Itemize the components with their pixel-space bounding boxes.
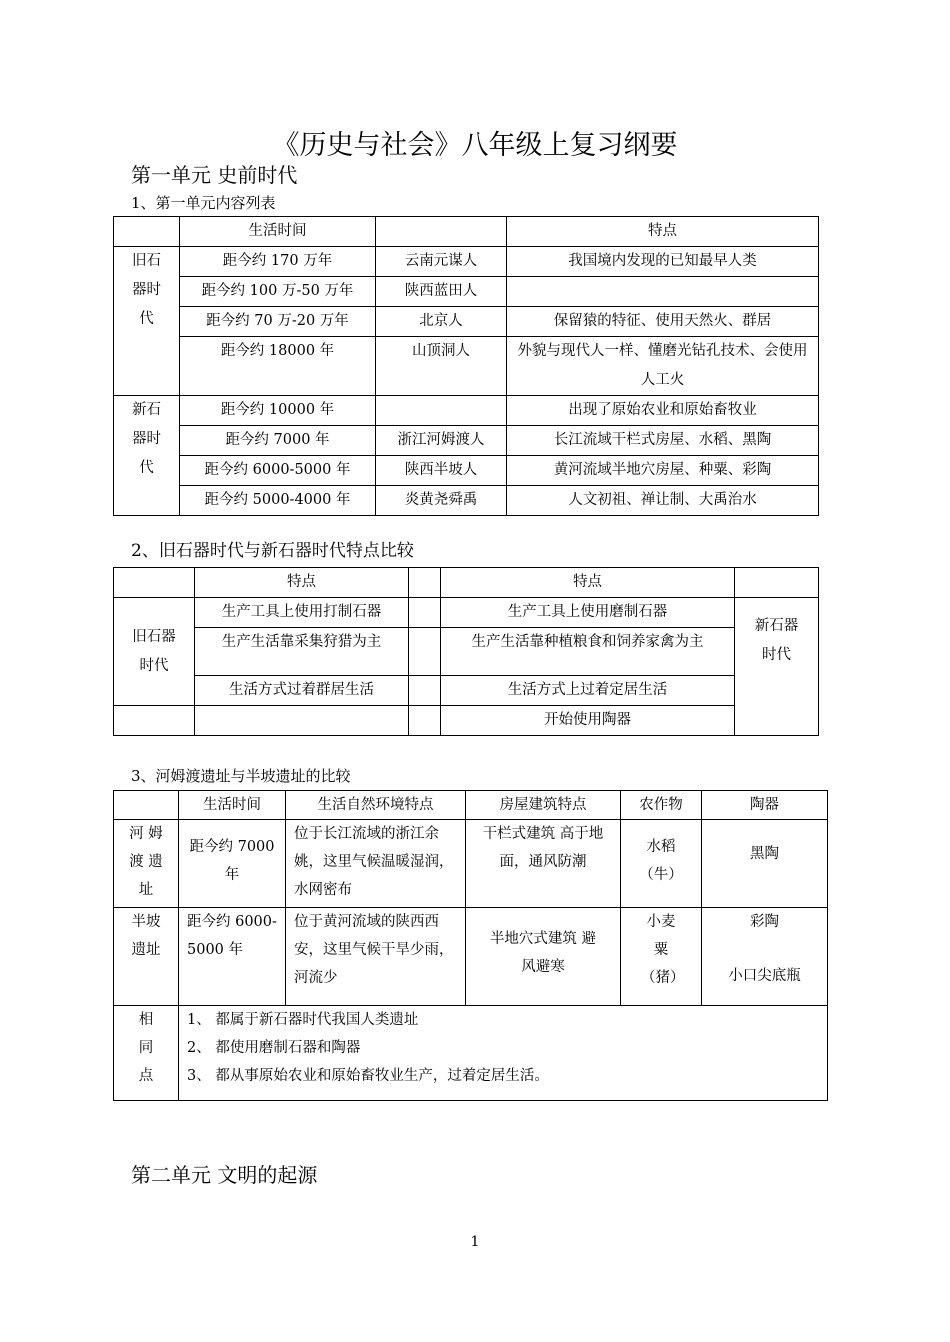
empty-cell xyxy=(114,706,195,736)
table-row xyxy=(114,456,819,486)
crop-cell: 小麦 粟 （猪） xyxy=(621,908,702,1006)
site-cell: 北京人 xyxy=(376,307,507,337)
feature-cell: 外貌与现代人一样、懂磨光钻孔技术、会使用人工火 xyxy=(507,337,819,396)
site-cell xyxy=(376,396,507,426)
table-header-cell: 陶器 xyxy=(702,791,828,820)
feature-cell: 长江流域干栏式房屋、水稻、黑陶 xyxy=(507,426,819,456)
table-row xyxy=(114,307,819,337)
environment-cell: 位于长江流域的浙江余姚，这里气候温暖湿润，水网密布 xyxy=(286,820,466,908)
feature-cell: 我国境内发现的已知最早人类 xyxy=(507,247,819,277)
left-feature-cell xyxy=(195,706,409,736)
era-cell: 旧石器时代 xyxy=(114,247,180,396)
left-feature-cell: 生活方式过着群居生活 xyxy=(195,676,409,706)
table-header-cell xyxy=(114,217,180,247)
pottery-vessel: 小口尖底瓶 xyxy=(728,968,801,984)
table-header-cell: 生活时间 xyxy=(179,791,286,820)
unit1-heading: 第一单元 史前时代 xyxy=(131,163,298,187)
list-item: 3、 都从事原始农业和原始畜牧业生产，过着定居生活。 xyxy=(187,1068,549,1084)
table-row xyxy=(114,337,819,396)
site-name-cell: 河 姆 渡 遗址 xyxy=(114,820,179,908)
table-row xyxy=(114,908,828,1006)
table-row xyxy=(114,486,819,516)
table-row xyxy=(114,820,828,908)
site-cell: 陕西半坡人 xyxy=(376,456,507,486)
time-cell: 距今约 7000 年 xyxy=(179,820,286,908)
spacer-cell xyxy=(409,598,441,628)
table-header-cell xyxy=(735,568,819,598)
common-points-cell xyxy=(179,1006,828,1101)
table-header-cell xyxy=(114,791,179,820)
feature-cell: 黄河流域半地穴房屋、种粟、彩陶 xyxy=(507,456,819,486)
environment-cell: 位于黄河流域的陕西西安，这里气候干旱少雨，河流少 xyxy=(286,908,466,1006)
page-number: 1 xyxy=(470,1234,480,1250)
time-cell: 距今约 10000 年 xyxy=(180,396,376,426)
common-label-cell: 相同点 xyxy=(114,1006,179,1101)
house-cell: 半地穴式建筑 避风避寒 xyxy=(466,908,621,1006)
section2-heading: 2、旧石器时代与新石器时代特点比较 xyxy=(131,541,414,561)
table-row xyxy=(114,396,819,426)
crop-cell: 水稻 （牛） xyxy=(621,820,702,908)
table-row xyxy=(114,628,819,676)
table-header-row xyxy=(114,791,828,820)
feature-cell: 人文初祖、禅让制、大禹治水 xyxy=(507,486,819,516)
table-row xyxy=(114,247,819,277)
list-item: 2、 都使用磨制石器和陶器 xyxy=(187,1040,361,1056)
site-cell: 浙江河姆渡人 xyxy=(376,426,507,456)
feature-cell: 出现了原始农业和原始畜牧业 xyxy=(507,396,819,426)
site-cell: 山顶洞人 xyxy=(376,337,507,396)
unit2-heading: 第二单元 文明的起源 xyxy=(131,1163,318,1187)
table-header-cell xyxy=(114,568,195,598)
time-cell: 距今约 70 万-20 万年 xyxy=(180,307,376,337)
site-cell: 炎黄尧舜禹 xyxy=(376,486,507,516)
house-cell: 干栏式建筑 高于地面，通风防潮 xyxy=(466,820,621,908)
left-feature-cell: 生产生活靠采集狩猎为主 xyxy=(195,628,409,676)
table-header-cell xyxy=(409,568,441,598)
table-header-cell: 生活时间 xyxy=(180,217,376,247)
list-item: 1、 都属于新石器时代我国人类遗址 xyxy=(187,1012,419,1028)
time-cell: 距今约 6000-5000 年 xyxy=(179,908,286,1006)
right-feature-cell: 开始使用陶器 xyxy=(441,706,735,736)
table-row xyxy=(114,1006,828,1101)
right-feature-cell: 生产工具上使用磨制石器 xyxy=(441,598,735,628)
table-header-cell: 农作物 xyxy=(621,791,702,820)
era-cell: 新石器时代 xyxy=(114,396,180,516)
pottery-cell: 黑陶 xyxy=(702,820,828,908)
era-cell: 新石器时代 xyxy=(735,598,819,736)
time-cell: 距今约 7000 年 xyxy=(180,426,376,456)
unit1-content-table xyxy=(113,216,819,516)
time-cell: 距今约 18000 年 xyxy=(180,337,376,396)
spacer-cell xyxy=(409,628,441,676)
site-cell: 云南元谋人 xyxy=(376,247,507,277)
feature-cell: 保留猿的特征、使用天然火、群居 xyxy=(507,307,819,337)
time-cell: 距今约 6000-5000 年 xyxy=(180,456,376,486)
table-header-cell xyxy=(376,217,507,247)
table-header-row xyxy=(114,568,819,598)
table-header-cell: 生活自然环境特点 xyxy=(286,791,466,820)
table-header-row xyxy=(114,217,819,247)
time-cell: 距今约 5000-4000 年 xyxy=(180,486,376,516)
table-header-cell: 特点 xyxy=(507,217,819,247)
pottery-type: 彩陶 xyxy=(750,914,779,930)
section1-heading: 1、第一单元内容列表 xyxy=(131,194,276,212)
site-name-cell: 半坡 遗址 xyxy=(114,908,179,1006)
section3-heading: 3、河姆渡遗址与半坡遗址的比较 xyxy=(131,767,351,785)
table-row xyxy=(114,277,819,307)
site-comparison-table xyxy=(113,790,828,1101)
table-header-cell: 特点 xyxy=(441,568,735,598)
site-cell: 陕西蓝田人 xyxy=(376,277,507,307)
right-feature-cell: 生活方式上过着定居生活 xyxy=(441,676,735,706)
spacer-cell xyxy=(409,676,441,706)
page-title: 《历史与社会》八年级上复习纲要 xyxy=(272,130,678,161)
table-row xyxy=(114,598,819,628)
feature-cell xyxy=(507,277,819,307)
left-feature-cell: 生产工具上使用打制石器 xyxy=(195,598,409,628)
spacer-cell xyxy=(409,706,441,736)
time-cell: 距今约 170 万年 xyxy=(180,247,376,277)
right-feature-cell: 生产生活靠种植粮食和饲养家禽为主 xyxy=(441,628,735,676)
table-row xyxy=(114,426,819,456)
era-comparison-table xyxy=(113,567,819,736)
table-header-cell: 特点 xyxy=(195,568,409,598)
era-cell: 旧石器时代 xyxy=(114,598,195,706)
table-header-cell: 房屋建筑特点 xyxy=(466,791,621,820)
time-cell: 距今约 100 万-50 万年 xyxy=(180,277,376,307)
table-row xyxy=(114,706,819,736)
pottery-cell xyxy=(702,908,828,1006)
table-row xyxy=(114,676,819,706)
